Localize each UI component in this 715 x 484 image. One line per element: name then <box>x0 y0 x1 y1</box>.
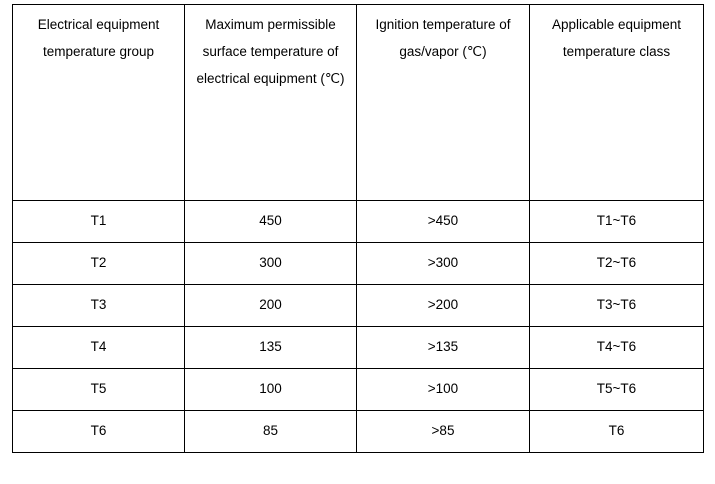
table-cell <box>13 327 185 369</box>
table-row <box>13 327 704 369</box>
header-label-1: Maximum permissible surface temperature of electrical equipment (℃) <box>196 17 345 86</box>
header-label-0: Electrical equipment temperature group <box>37 17 160 59</box>
cell-value: 200 <box>259 297 282 313</box>
table-header-cell-0 <box>13 5 185 201</box>
cell-value: T1 <box>90 213 107 229</box>
table-cell <box>13 369 185 411</box>
header-label-3: Applicable equipment temperature class <box>551 17 682 59</box>
table-cell <box>13 285 185 327</box>
table-cell <box>185 327 357 369</box>
cell-value: T3~T6 <box>596 297 637 313</box>
table-cell <box>530 243 704 285</box>
cell-value: >85 <box>431 423 455 439</box>
header-label-2: Ignition temperature of gas/vapor (℃) <box>375 17 511 59</box>
cell-value: T5~T6 <box>596 381 637 397</box>
cell-value: >300 <box>427 255 459 271</box>
table-cell <box>185 243 357 285</box>
cell-value: >135 <box>427 339 459 355</box>
table-row <box>13 411 704 453</box>
table-row <box>13 201 704 243</box>
table-row <box>13 369 704 411</box>
cell-value: T3 <box>90 297 107 313</box>
table-cell <box>13 411 185 453</box>
cell-value: 300 <box>259 255 282 271</box>
table-cell <box>530 327 704 369</box>
table-cell <box>357 243 530 285</box>
table-row <box>13 243 704 285</box>
table-cell <box>357 411 530 453</box>
table-cell <box>185 285 357 327</box>
table-header-row <box>13 5 704 201</box>
table-cell <box>530 369 704 411</box>
table-cell <box>357 285 530 327</box>
temperature-class-table <box>12 4 704 453</box>
table-cell <box>530 411 704 453</box>
table-cell <box>185 201 357 243</box>
cell-value: T1~T6 <box>596 213 637 229</box>
table-cell <box>357 369 530 411</box>
cell-value: T2 <box>90 255 107 271</box>
cell-value: >200 <box>427 297 459 313</box>
cell-value: T4~T6 <box>596 339 637 355</box>
cell-value: >450 <box>427 213 459 229</box>
cell-value: 85 <box>262 423 279 439</box>
cell-value: >100 <box>427 381 459 397</box>
cell-value: T6 <box>90 423 107 439</box>
table-cell <box>13 243 185 285</box>
cell-value: T5 <box>90 381 107 397</box>
table-cell <box>185 369 357 411</box>
cell-value: T4 <box>90 339 107 355</box>
cell-value: 450 <box>259 213 282 229</box>
table-cell <box>357 327 530 369</box>
cell-value: 100 <box>259 381 282 397</box>
table-header-cell-1 <box>185 5 357 201</box>
cell-value: 135 <box>259 339 282 355</box>
table-cell <box>185 411 357 453</box>
table-cell <box>13 201 185 243</box>
table-cell <box>530 285 704 327</box>
cell-value: T6 <box>608 423 625 439</box>
table-header-cell-3 <box>530 5 704 201</box>
table-header-cell-2 <box>357 5 530 201</box>
cell-value: T2~T6 <box>596 255 637 271</box>
table-row <box>13 285 704 327</box>
table-cell <box>357 201 530 243</box>
table-cell <box>530 201 704 243</box>
